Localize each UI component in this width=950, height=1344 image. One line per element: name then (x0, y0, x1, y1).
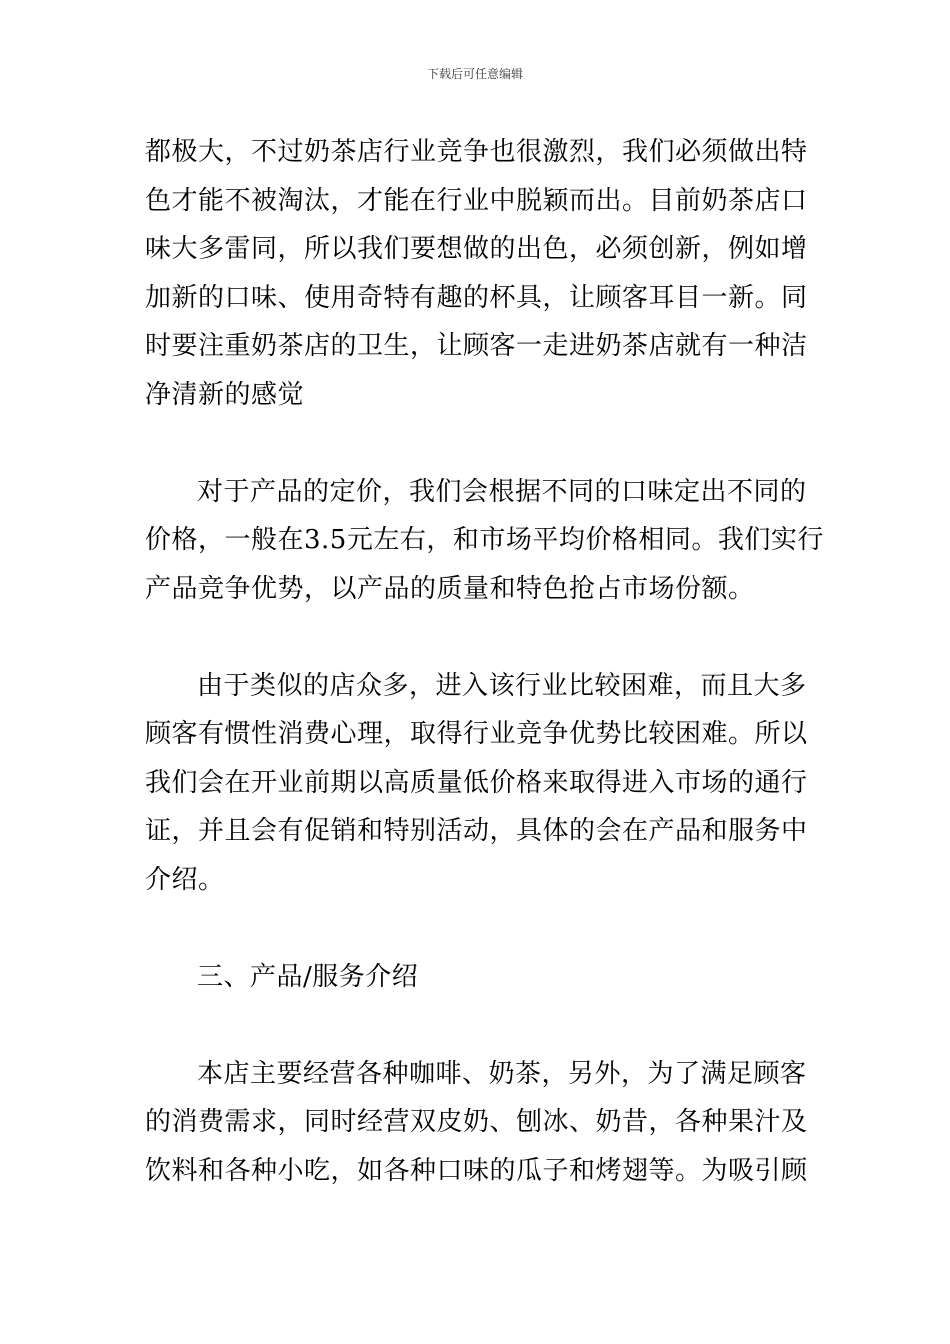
text-line: 本店主要经营各种咖啡、奶茶，另外，为了满足顾客 (197, 1058, 807, 1089)
text-line: 饮料和各种小吃，如各种口味的瓜子和烤翅等。为吸引顾 (145, 1155, 808, 1186)
paragraph-products (145, 1050, 815, 1196)
text-line: 净清新的感觉 (145, 379, 305, 410)
text-line: 介绍。 (145, 864, 225, 895)
text-line: 我们会在开业前期以高质量低价格来取得进入市场的通行 (145, 767, 808, 798)
paragraph-gap (145, 419, 815, 468)
text-line: 产品竞争优势，以产品的质量和特色抢占市场份额。 (145, 573, 755, 604)
text-line: 色才能不被淘汰，才能在行业中脱颖而出。目前奶茶店口 (145, 185, 808, 216)
text-line: 时要注重奶茶店的卫生，让顾客一走进奶茶店就有一种洁 (145, 331, 808, 361)
text-line: 顾客有惯性消费心理，取得行业竞争优势比较困难。所以 (145, 719, 808, 749)
text-line: 由于类似的店众多，进入该行业比较困难，而且大多 (197, 670, 807, 701)
text-line: 对于产品的定价，我们会根据不同的口味定出不同的 (197, 476, 807, 507)
text-line: 加新的口味、使用奇特有趣的杯具，让顾客耳目一新。同 (145, 282, 808, 313)
paragraph-market-entry (145, 662, 815, 905)
text-line: 的消费需求，同时经营双皮奶、刨冰、奶昔，各种果汁及 (145, 1107, 808, 1137)
document-body (145, 128, 824, 1195)
page-header: 下载后可任意编辑 (426, 67, 523, 81)
section-heading: 三、产品/服务介绍 (197, 961, 419, 992)
paragraph-gap (145, 904, 815, 953)
text-line: 都极大，不过奶茶店行业竞争也很激烈，我们必须做出特 (145, 137, 808, 167)
paragraph-market-competition (145, 128, 815, 419)
text-line: 味大多雷同，所以我们要想做的出色，必须创新，例如增 (145, 234, 808, 264)
paragraph-gap (145, 1001, 815, 1050)
text-line: 价格，一般在3.5元左右，和市场平均价格相同。我们实行 (145, 525, 824, 555)
text-line: 证，并且会有促销和特别活动，具体的会在产品和服务中 (145, 816, 808, 846)
paragraph-pricing (145, 468, 824, 614)
section-heading-products (145, 953, 815, 1002)
paragraph-gap (145, 613, 815, 662)
